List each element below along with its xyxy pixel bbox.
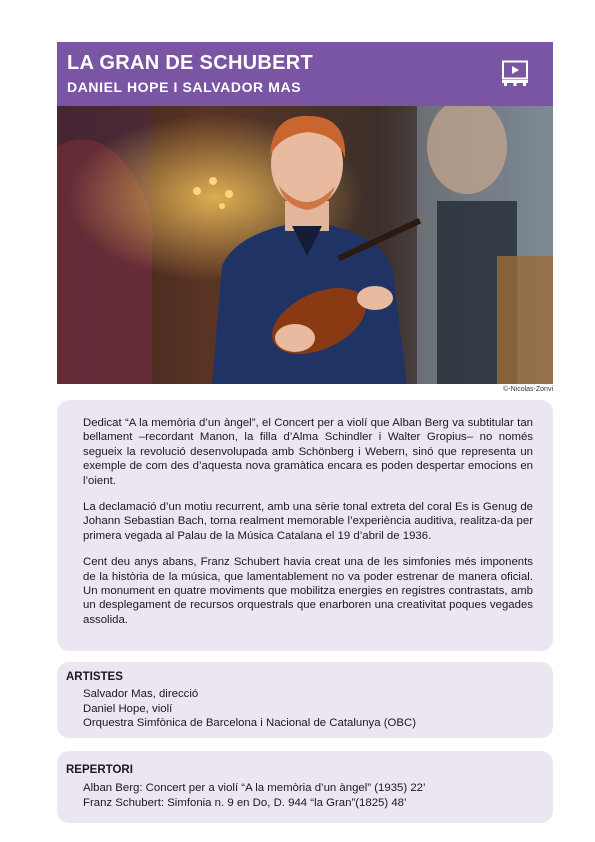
- description-paragraph: Cent deu anys abans, Franz Schubert havia creat una de les simfonies més imponents de la història de la música, que lamentablement no va poder estrenar de manera oficial. Un monument en quatre moviments que mobilitza energies en registres contrastats, amb un desplegament de recursos orquestrals que enarboren una creativitat poques vegades assolida.: [83, 556, 533, 626]
- artist-photo: [57, 106, 553, 384]
- header-banner: [57, 42, 553, 106]
- page-title: LA GRAN DE SCHUBERT: [67, 52, 314, 74]
- list-item: Alban Berg: Concert per a violí “A la memòria d’un àngel” (1935) 22’: [83, 782, 426, 794]
- list-item: Salvador Mas, direcció: [83, 688, 199, 700]
- repertoire-card: [57, 751, 553, 823]
- list-item: Orquestra Simfònica de Barcelona i Nacional de Catalunya (OBC): [83, 717, 417, 730]
- description-paragraph: La declamació d’un motiu recurrent, amb una sèrie tonal extreta del coral Es is Genug de Johann Sebastian Bach, torna realment memorable l’experiència auditiva, realitza-da per primera vegada al Palau de la Música Catalana el 19 d’abril de 1936.: [83, 501, 533, 542]
- artists-list: [83, 687, 416, 731]
- page-subtitle: DANIEL HOPE I SALVADOR MAS: [67, 79, 302, 95]
- video-icon[interactable]: [501, 60, 531, 86]
- description-paragraph: Dedicat “A la memòria d’un àngel”, el Concert per a violí que Alban Berg va subtitular tan bellament –recordant Manon, la filla d’Alma Schindler i Walter Gropius– no només segueix la revolució desenvolupada amb Schönberg i Webern, sinó que representa un exemple de com des d’aquesta nova gramàtica encara es poden despertar emocions en l’oient.: [83, 417, 533, 487]
- repertoire-list: [83, 781, 426, 810]
- description-card: [57, 400, 553, 651]
- artists-card: [57, 662, 553, 738]
- repertoire-heading: REPERTORI: [66, 764, 133, 776]
- artists-heading: ARTISTES: [66, 671, 123, 683]
- list-item: Franz Schubert: Simfonia n. 9 en Do, D. 944 “la Gran”(1825) 48’: [83, 796, 407, 809]
- list-item: Daniel Hope, violí: [83, 702, 173, 715]
- photo-credit: ©-Nicolas-Zonvi: [503, 386, 553, 393]
